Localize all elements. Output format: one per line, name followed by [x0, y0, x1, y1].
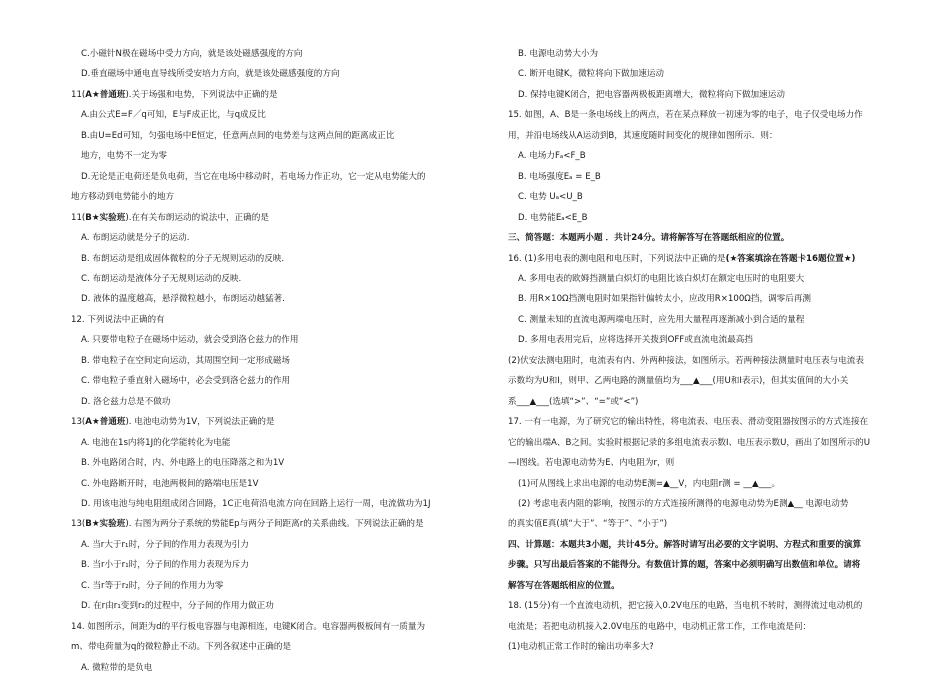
left-line-11: C. 布朗运动是液体分子无规则运动的反映.: [81, 273, 242, 284]
left-line-23: 13(B★实验班). 右图为两分子系统的势能Ep与两分子间距离r的关系曲线。下列说法正确的是: [71, 519, 424, 530]
left-line-6: D.无论是正电荷还是负电荷，当它在电场中移动时，若电场力作正功，它一定从电势能大的: [81, 171, 426, 182]
left-line-26: C. 当r等于r₂时，分子间的作用力为零: [81, 580, 224, 591]
left-line-30: A. 微粒带的是负电: [81, 662, 153, 673]
left-line-8: 11(B★实验班).在有关布朗运动的说法中，正确的是: [71, 212, 269, 223]
left-line-21: C. 外电路断开时，电池两极间的路端电压是1V: [81, 478, 259, 489]
right-line-4: 用，并沿电场线从A运动到B，其速度随时间变化的规律如图所示．则：: [508, 130, 778, 141]
right-line-25: 步骤。只写出最后答案的不能得分。有数值计算的题，答案中必须明确写出数值和单位。请将: [508, 560, 861, 571]
left-line-19: A. 电池在1s内将1J的化学能转化为电能: [81, 437, 231, 448]
left-line-18: 13(A★普通班). 电池电动势为1V，下列说法正确的是: [71, 417, 275, 428]
right-line-12: B. 用R×10Ω挡测电阻时如果指针偏转太小，应改用R×100Ω挡，调零后再测: [518, 294, 812, 305]
left-column: [71, 44, 463, 678]
right-line-26: 解答写在答题纸相应的位置。: [508, 580, 620, 591]
right-line-11: A. 多用电表的欧姆挡测量白炽灯的电阻比该白炽灯在额定电压时的电阻要大: [518, 273, 805, 284]
right-line-22: (2) 考虑电表内阻的影响，按图示的方式连接所测得的电源电动势为E测▲__ 电源电动势: [518, 498, 849, 509]
left-line-0: C.小磁针N极在磁场中受力方向，就是该处磁感强度的方向: [81, 49, 303, 59]
right-line-7: C. 电势 Uₐ<U_B: [518, 192, 583, 203]
right-line-15: (2)伏安法测电阻时，电流表有内、外两种接法，如图所示。若两种接法测量时电压表与电流表: [508, 355, 864, 366]
left-line-20: B. 外电路闭合时，内、外电路上的电压降落之和为1V: [81, 458, 285, 469]
right-line-9: 三、简答题：本题两小题 ．共计24分。请将解答写在答题纸相应的位置。: [508, 233, 790, 244]
right-line-23: 的真实值E真(填“大于”、“等于”、“小于”): [508, 519, 668, 530]
left-line-5: 地方，电势不一定为零: [81, 151, 167, 162]
left-line-9: A. 布朗运动就是分子的运动.: [81, 233, 190, 244]
left-line-28: 14. 如图所示，间距为d的平行板电容器与电源相连，电键K闭合。电容器两极板间有一质量为: [71, 621, 426, 632]
left-line-2: 11(A★普通班).关于场强和电势，下列说法中正确的是: [71, 89, 278, 100]
right-line-16: 示数均为U和I，则甲、乙两电路的测量值均为___▲___(用U和I表示)，但其实值间的大小关: [508, 376, 849, 387]
left-line-1: D.垂直磁场中通电直导线所受安培力方向，就是该处磁感强度的方向: [81, 69, 340, 80]
left-line-13: 12. 下列说法中正确的有: [71, 314, 165, 325]
right-line-3: 15. 如图，A、B是一条电场线上的两点，若在某点释放一初速为零的电子，电子仅受电场力作: [508, 110, 863, 121]
right-line-24: 四、计算题：本题共3小题，共计45分。解答时请写出必要的文字说明、方程式和重要的演算: [508, 539, 862, 550]
right-line-5: A. 电场力Fₐ<F_B: [518, 151, 586, 162]
left-line-3: A.由公式E=F／q可知，E与F成正比，与q成反比: [81, 110, 266, 121]
left-line-22: D. 用该电池与纯电阻组成闭合回路，1C正电荷沿电流方向在回路上运行一周，电流做功为1J: [81, 498, 431, 509]
left-line-16: C. 带电粒子垂直射入磁场中，必会受到洛仑兹力的作用: [81, 376, 291, 387]
left-line-12: D. 液体的温度越高，悬浮微粒越小，布朗运动越猛著.: [81, 294, 285, 305]
left-line-10: B. 布朗运动是组成固体微粒的分子无规则运动的反映.: [81, 253, 285, 264]
right-line-0: B. 电源电动势大小为: [518, 49, 599, 59]
right-line-19: 它的输出端A、B之间。实验时根据记录的多组电流表示数I、电压表示数U，画出了如图所示的U: [508, 437, 871, 448]
right-line-6: B. 电场强度Eₐ = E_B: [518, 171, 601, 182]
right-line-2: D. 保持电键K闭合，把电容器两极板距离增大，微粒将向下做加速运动: [518, 89, 785, 100]
left-line-25: B. 当r小于r₁时，分子间的作用力表现为斥力: [81, 560, 249, 571]
right-line-14: D. 多用电表用完后，应将选择开关拨到OFF或直流电流最高挡: [518, 335, 753, 346]
right-line-20: —I图线。若电源电动势为E、内电阻为r，则: [508, 458, 675, 469]
left-line-14: A. 只要带电粒子在磁场中运动，就会受到洛仑兹力的作用: [81, 335, 299, 346]
right-column: [508, 44, 883, 658]
left-line-7: 地方移动到电势能小的地方: [71, 192, 175, 203]
left-line-4: B.由U=Ed可知，匀强电场中E恒定，任意两点间的电势差与这两点间的距离成正比: [81, 130, 395, 141]
right-line-27: 18. (15分)有一个直流电动机，把它接入0.2V电压的电路，当电机不转时，测得流过电动机的: [508, 601, 863, 612]
right-line-18: 17. 一有一电源，为了研究它的输出特性，将电流表、电压表、滑动变阻器按图示的方式连接在: [508, 417, 869, 428]
left-line-27: D. 在r由r₁变到r₂的过程中，分子间的作用力做正功: [81, 601, 274, 612]
left-line-29: m、带电荷量为q的微粒静止不动。下列各叙述中正确的是: [71, 642, 292, 653]
right-line-1: C. 断开电键K，微粒将向下做加速运动: [518, 69, 665, 80]
left-line-15: B. 带电粒子在空间定向运动，其周围空间一定形成磁场: [81, 355, 291, 366]
right-line-29: (1)电动机正常工作时的输出功率多大?: [508, 642, 654, 653]
right-line-28: 电流是；若把电动机接入2.0V电压的电路中，电动机正常工作，工作电流是问：: [508, 621, 812, 632]
right-line-13: C. 测量未知的直流电源两端电压时，应先用大量程再逐渐减小到合适的量程: [518, 314, 805, 325]
left-line-17: D. 洛仑兹力总是不做功: [81, 396, 171, 407]
right-line-17: 系___▲___(选填“>”、“=”或“<”): [508, 396, 639, 407]
right-line-8: D. 电势能Eₐ<E_B: [518, 212, 588, 223]
left-line-24: A. 当r大于r₁时，分子间的作用力表现为引力: [81, 539, 249, 550]
right-line-10: 16. (1)多用电表的测电阻和电压时，下列说法中正确的是(★答案填涂在答题卡16题位置★): [508, 253, 856, 264]
right-line-21: (1)可从图线上求出电源的电动势E测=▲__V，内电阻r测 = __▲___。: [518, 478, 781, 489]
